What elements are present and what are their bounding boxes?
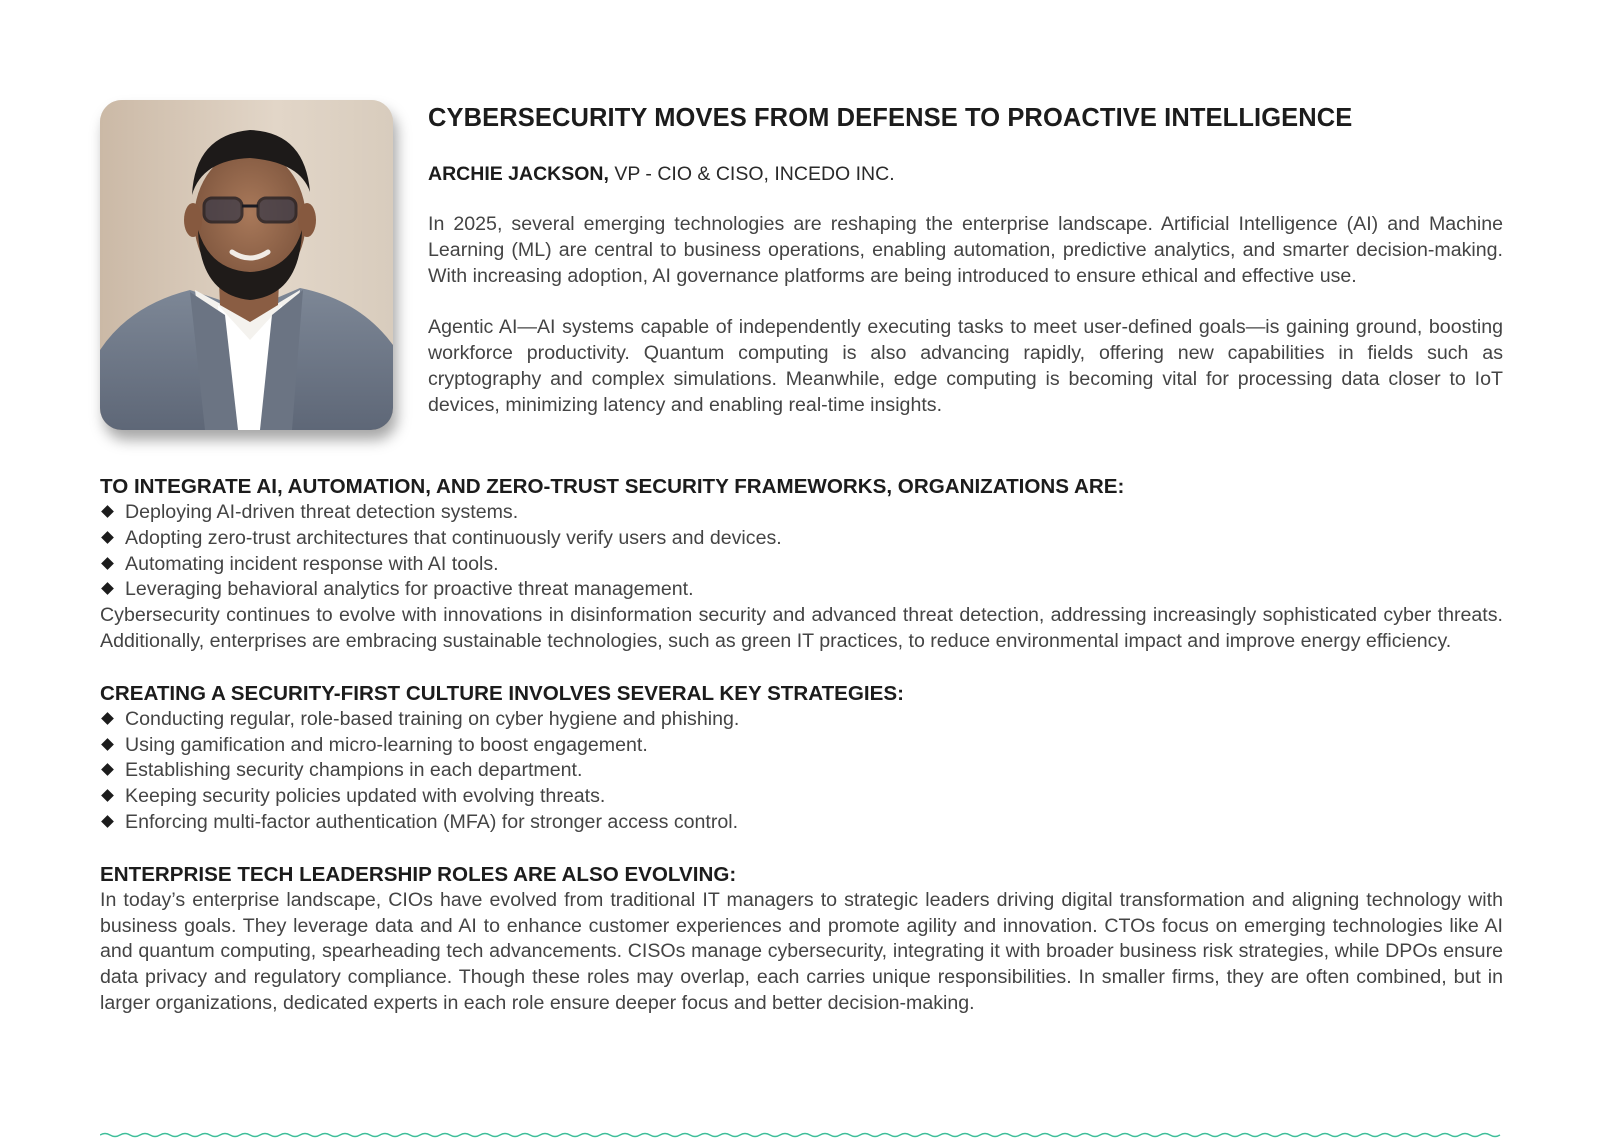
diamond-bullet-icon <box>101 764 114 777</box>
list-item-text: Conducting regular, role-based training on cyber hygiene and phishing. <box>125 707 740 730</box>
author-role: VP - CIO & CISO, INCEDO INC. <box>608 163 895 185</box>
section-heading-culture: CREATING A SECURITY-FIRST CULTURE INVOLVES SEVERAL KEY STRATEGIES: <box>100 681 904 705</box>
diamond-bullet-icon <box>101 583 114 596</box>
diamond-bullet-icon <box>101 789 114 802</box>
article-title: CYBERSECURITY MOVES FROM DEFENSE TO PROACTIVE INTELLIGENCE <box>428 104 1353 132</box>
integration-list <box>100 500 1503 603</box>
wave-line-icon <box>100 1132 1503 1138</box>
diamond-bullet-icon <box>101 505 114 518</box>
list-item <box>100 707 1503 733</box>
wavy-divider <box>100 1132 1503 1138</box>
list-item <box>100 758 1503 784</box>
author-portrait <box>100 100 393 430</box>
list-item-text: Leveraging behavioral analytics for proactive threat management. <box>125 578 694 601</box>
list-item <box>100 526 1503 552</box>
article-header <box>428 100 1503 419</box>
list-item-text: Deploying AI-driven threat detection systems. <box>125 501 519 523</box>
article-body <box>100 474 1503 1017</box>
author-byline <box>428 160 1503 188</box>
author-portrait-image <box>100 100 393 430</box>
list-item-text: Using gamification and micro-learning to boost engagement. <box>125 733 648 756</box>
list-item-text: Adopting zero-trust architectures that continuously verify users and devices. <box>125 526 782 549</box>
list-item-text: Keeping security policies updated with evolving threats. <box>125 785 606 808</box>
list-item <box>100 500 1503 526</box>
section-heading-integration: TO INTEGRATE AI, AUTOMATION, AND ZERO-TRUST SECURITY FRAMEWORKS, ORGANIZATIONS ARE: <box>100 475 1125 498</box>
diamond-bullet-icon <box>101 557 114 570</box>
diamond-bullet-icon <box>101 815 114 828</box>
diamond-bullet-icon <box>101 712 114 725</box>
list-item <box>100 552 1503 578</box>
diamond-bullet-icon <box>101 531 114 544</box>
leadership-paragraph: In today’s enterprise landscape, CIOs have evolved from traditional IT managers to strategic leaders driving digital transformation and aligning technology with business goals. They leverage data and AI to enhance customer experiences and promote agility and innovation. CTOs focus on emerging technologies like AI and quantum computing, spearheading tech advancements. CISOs manage cybersecurity, integrating it with broader business risk strategies, while DPOs ensure data privacy and regulatory compliance. Though these roles may overlap, each carries unique responsibilities. In smaller firms, they are often combined, but in larger organizations, dedicated experts in each role ensure deeper focus and better decision-making. <box>100 888 1503 1014</box>
culture-list <box>100 707 1503 836</box>
diamond-bullet-icon <box>101 738 114 751</box>
intro-paragraph-1: In 2025, several emerging technologies are reshaping the enterprise landscape. Artificial Intelligence (AI) and Machine Learning (ML) are central to business operations, enabling automation, predictive analytics, and smarter decision-making. With increasing adoption, AI governance platforms are being introduced to ensure ethical and effective use. <box>428 213 1503 287</box>
list-item-text: Enforcing multi-factor authentication (MFA) for stronger access control. <box>125 810 739 833</box>
intro-paragraph-2: Agentic AI—AI systems capable of independently executing tasks to meet user-defined goals—is gaining ground, boosting workforce productivity. Quantum computing is also advancing rapidly, offering new capabilities in fields such as cryptography and complex simulations. Meanwhile, edge computing is becoming vital for processing data closer to IoT devices, minimizing latency and enabling real-time insights. <box>428 316 1503 416</box>
list-item-text: Automating incident response with AI tools. <box>125 552 499 575</box>
list-item <box>100 810 1503 836</box>
list-item-text: Establishing security champions in each department. <box>125 759 583 782</box>
list-item <box>100 784 1503 810</box>
middle-paragraph: Cybersecurity continues to evolve with innovations in disinformation security and advanced threat detection, addressing increasingly sophisticated cyber threats. Additionally, enterprises are embracing sustainable technologies, such as green IT practices, to reduce environmental impact and improve energy efficiency. <box>100 604 1503 652</box>
list-item <box>100 733 1503 759</box>
list-item <box>100 577 1503 603</box>
author-name: ARCHIE JACKSON, <box>428 163 609 185</box>
section-heading-leadership: ENTERPRISE TECH LEADERSHIP ROLES ARE ALSO EVOLVING: <box>100 862 737 886</box>
